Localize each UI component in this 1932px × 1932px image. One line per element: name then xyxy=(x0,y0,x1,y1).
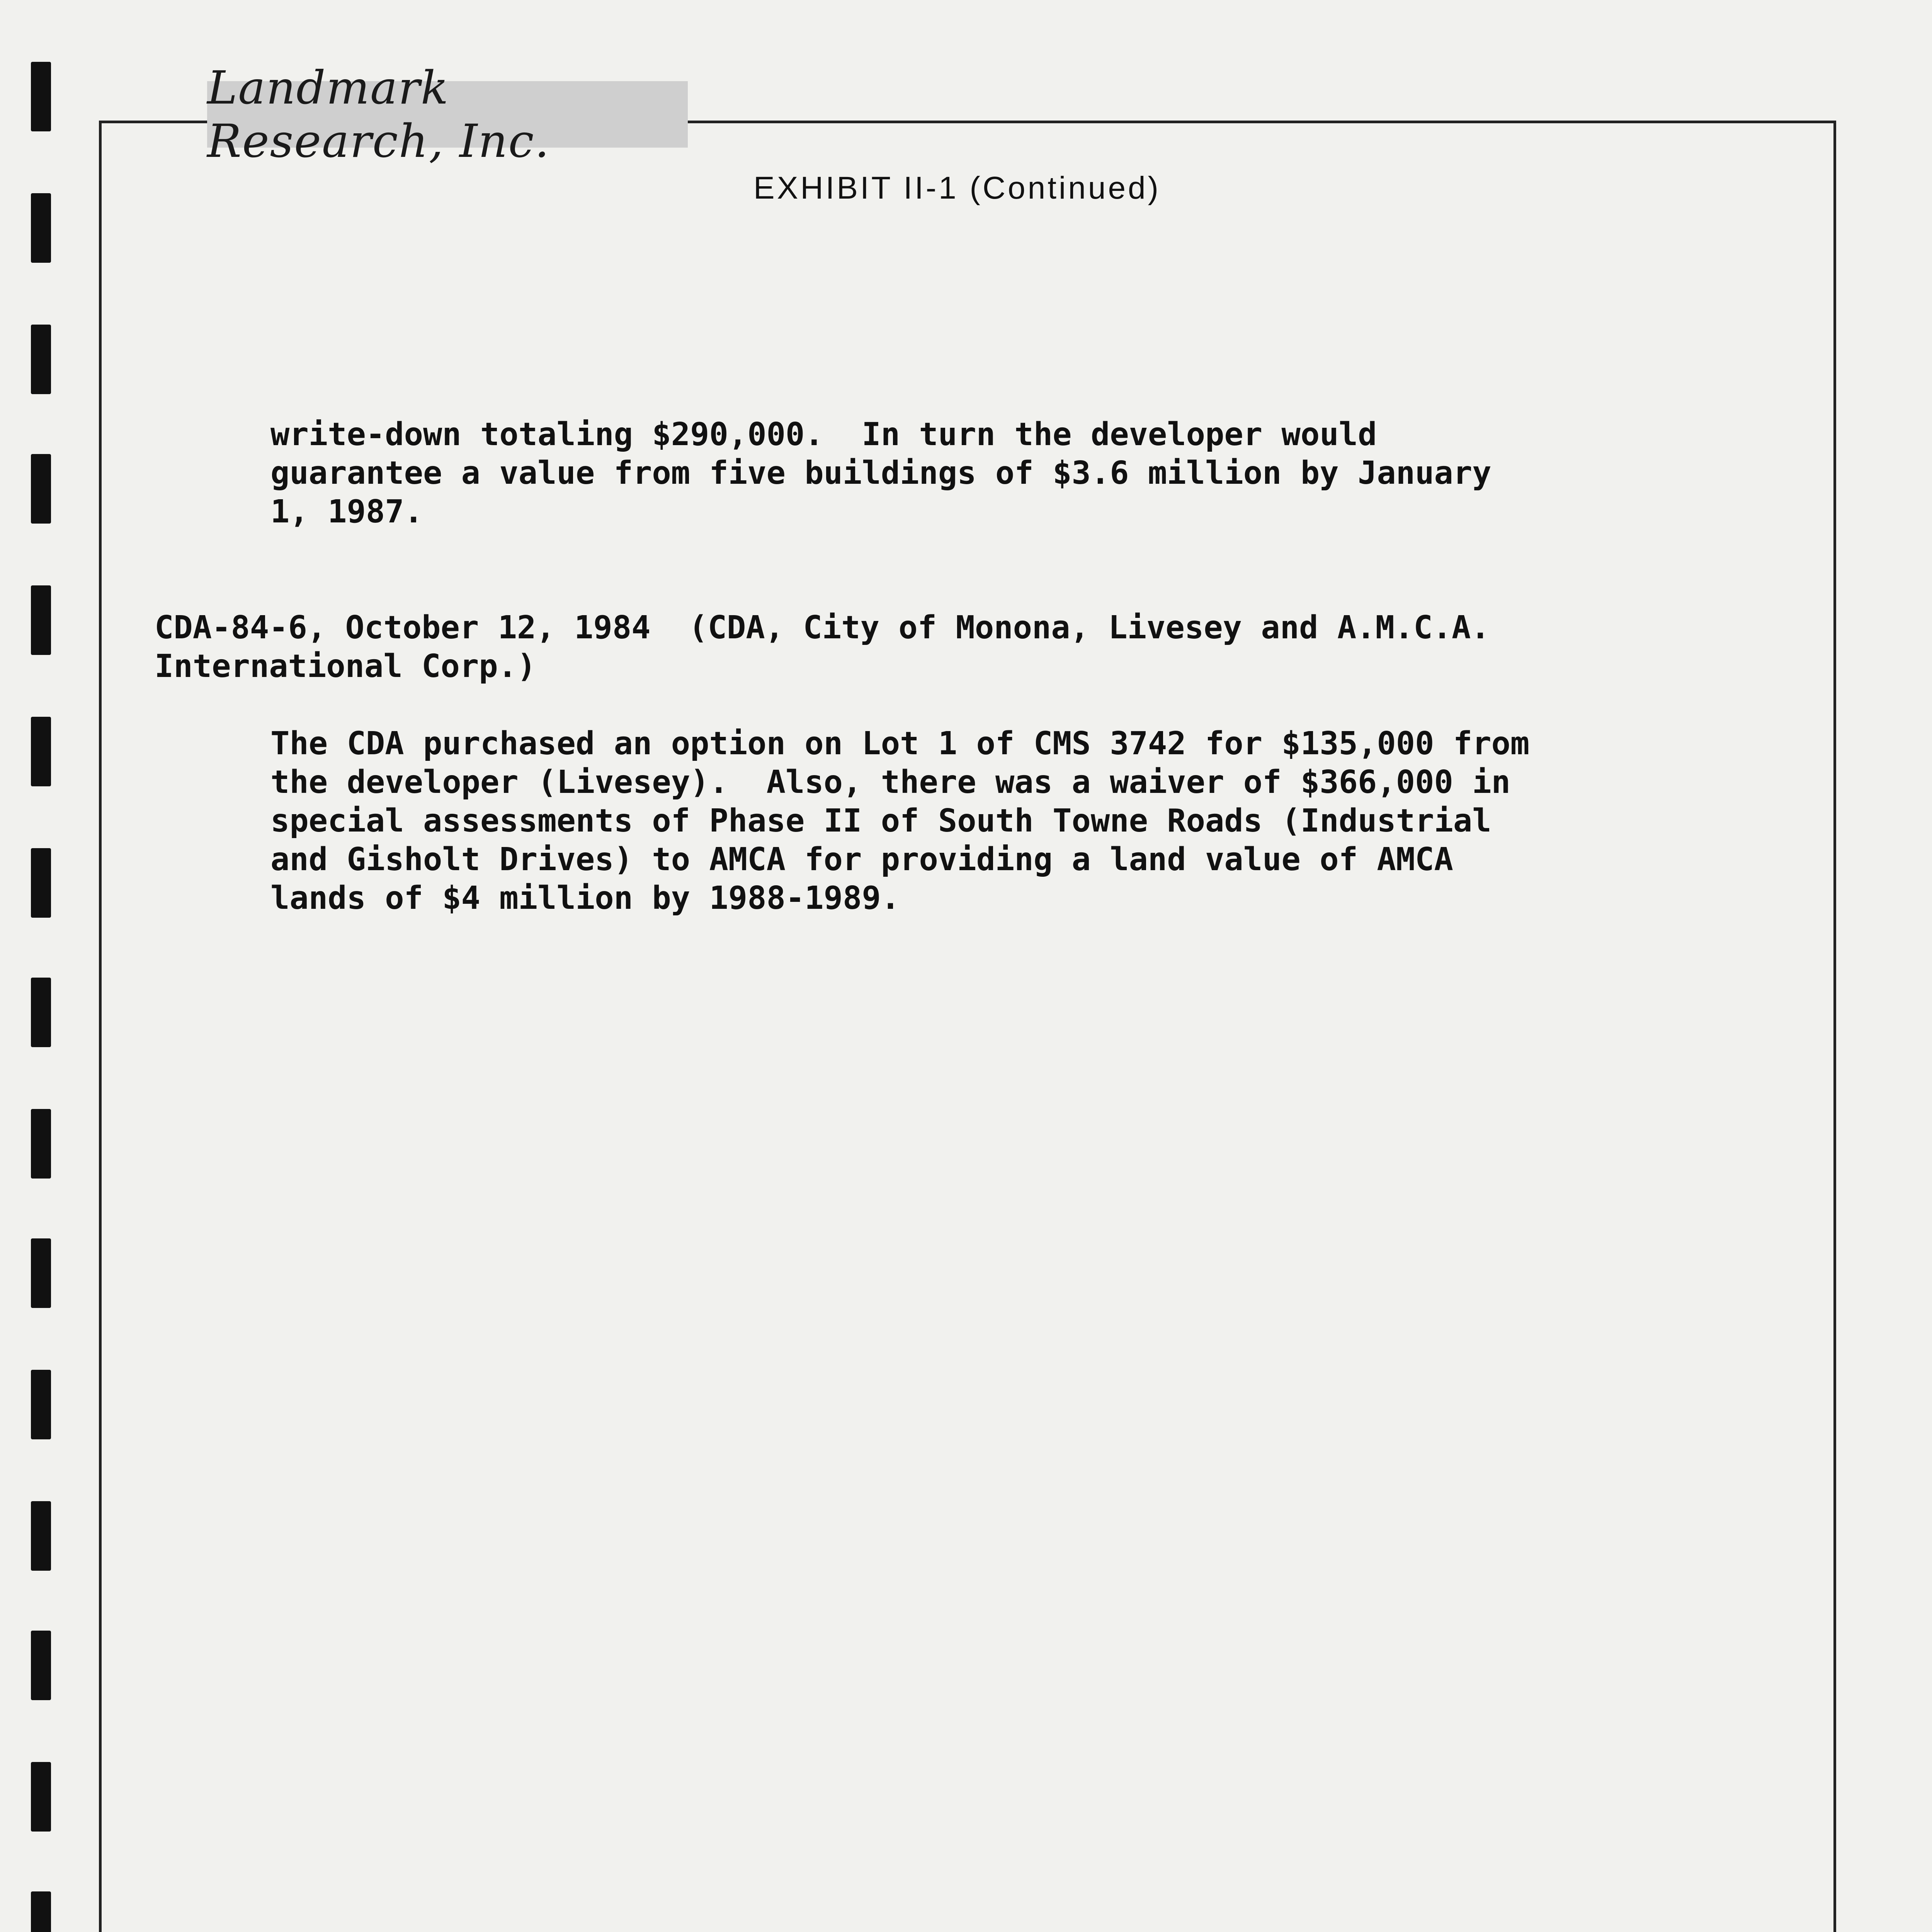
paragraph-line: write-down totaling $290,000. In turn the developer would xyxy=(270,416,1377,453)
paragraph-line: and Gisholt Drives) to AMCA for providing a land value of AMCA xyxy=(270,841,1453,878)
binding-mark xyxy=(31,325,51,394)
binding-mark xyxy=(31,1109,51,1179)
paragraph-line: the developer (Livesey). Also, there was a waiver of $366,000 in xyxy=(270,764,1510,801)
binding-mark xyxy=(31,848,51,918)
binding-mark xyxy=(31,1501,51,1571)
entry-heading-line: CDA-84-6, October 12, 1984 (CDA, City of Monona, Livesey and A.M.C.A. xyxy=(155,609,1490,646)
page-frame xyxy=(99,121,1836,1932)
binding-mark xyxy=(31,1762,51,1832)
paragraph-cda-option xyxy=(270,724,1529,918)
entry-heading-line: International Corp.) xyxy=(155,648,536,685)
binding-mark xyxy=(31,454,51,524)
binding-mark xyxy=(31,193,51,263)
binding-mark xyxy=(31,1238,51,1308)
exhibit-title: EXHIBIT II-1 (Continued) xyxy=(753,170,1161,206)
paragraph-line: The CDA purchased an option on Lot 1 of CMS 3742 for $135,000 from xyxy=(270,725,1530,762)
letterhead-logo xyxy=(207,61,688,168)
binding-mark xyxy=(31,1631,51,1700)
paragraph-line: lands of $4 million by 1988-1989. xyxy=(270,880,900,917)
paragraph-line: 1, 1987. xyxy=(270,493,423,530)
paragraph-line: special assessments of Phase II of South Towne Roads (Industrial xyxy=(270,803,1492,839)
letterhead-text: Landmark Research, Inc. xyxy=(207,61,550,168)
binding-mark xyxy=(31,1891,51,1932)
binding-mark xyxy=(31,1370,51,1439)
binding-mark xyxy=(31,978,51,1047)
entry-heading xyxy=(155,609,1490,686)
binding-mark xyxy=(31,717,51,786)
paragraph-line: guarantee a value from five buildings of $3.6 million by January xyxy=(270,455,1492,492)
paragraph-write-down xyxy=(270,415,1492,531)
binding-mark xyxy=(31,585,51,655)
binding-mark xyxy=(31,62,51,131)
